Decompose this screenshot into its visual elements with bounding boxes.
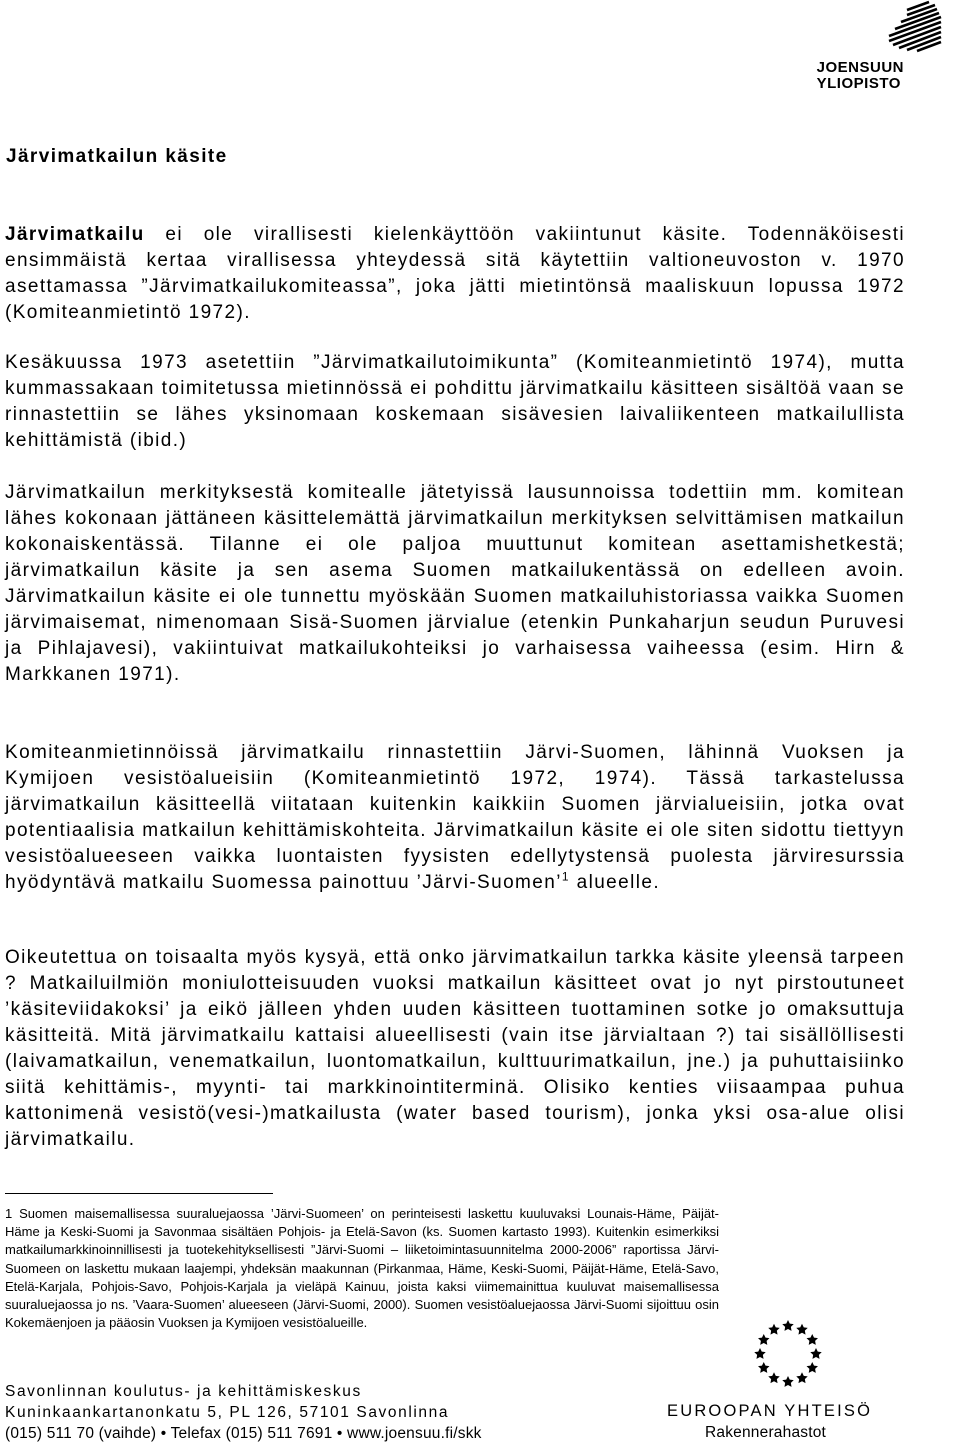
eu-fund: Rakennerahastot bbox=[705, 1424, 827, 1441]
eu-name: EUROOPAN YHTEISÖ bbox=[667, 1402, 873, 1420]
document-title: Järvimatkailun käsite bbox=[6, 146, 228, 167]
footer-org: Savonlinnan koulutus- ja kehittämiskeskus bbox=[5, 1383, 362, 1400]
paragraph-4-end: alueelle. bbox=[569, 872, 660, 893]
paragraph-5: Oikeutettua on toisaalta myös kysyä, että onko järvimatkailun tarkka käsite yleensä tarpeen ? Matkailuilmiön moniulotteisuuden vuoksi matkailun käsitteet ovat jo nyt pirstoutuneet ’käsiteviidakoksi’ ja eikö jälleen yhden uuden käsitteen tuottaminen sotke jo omaksuttuja käsitteitä. Mitä järvimatkailu kattaisi alueellisesti (vain itse järvialtaan ?) tai sisällöllisesti (laivamatkailun, venematkailun, luontomatkailun, kulttuurimatkailun, jne.) ja puhuttaisiinko siitä kehittämis-, myynti- tai markkinointiterminä. Olisiko kenties viisaampaa puhua kattonimenä vesistö(vesi-)matkailusta (water based tourism), jonka yksi osa-alue olisi järvimatkailu. bbox=[5, 947, 905, 1150]
paragraph-1-text: ei ole virallisesti kielenkäyttöön vakiintunut käsite. Todennäköisesti ensimmäistä kertaa virallisessa yhteydessä sitä käytettiin valtioneuvoston v. 1970 asettamassa ”Järvimatkailukomiteassa”, joka jätti mietintönsä maaliskuun lopussa 1972 (Komiteanmietintö 1972). bbox=[5, 224, 905, 323]
paragraph-1 bbox=[5, 222, 905, 326]
paragraph-3: Järvimatkailun merkityksestä komitealle jätetyissä lausunnoissa todettiin mm. komitean lähes kokonaan jättäneen käsittelemättä järvimatkailun merkityksen selvittämisen matkailun kokonaiskentässä. Tilanne ei ole paljoa muuttunut komitean asettamishetkestä; järvimatkailun käsite ja sen asema Suomen matkailukentässä on edelleen avoin. Järvimatkailun käsite ei ole tunnettu myöskään Suomen matkailuhistoriassa vaikka Suomen järvimaisemat, nimenomaan Sisä-Suomen järvialue (etenkin Punkaharjun seudun Puruvesi ja Pihlajavesi), vakiintuivat matkailukohteiksi jo varhaisessa vaiheessa (esim. Hirn & Markkanen 1971). bbox=[5, 482, 905, 685]
logo-line-2: YLIOPISTO bbox=[816, 75, 901, 92]
footnote-1: 1 Suomen maisemallisessa suuraluejaossa ’Järvi-Suomeen’ on perinteisesti laskettu kuuluvaksi Lounais-Häme, Päijät-Häme ja Keski-Suomi ja Savonmaa sisältäen Pohjois- ja Etelä-Savon (ks. Suomen kartasto 1993). Kuitenkin esimerkiksi matkailumarkkinoinnillisesti ja tuotekehityksellisesti ”Järvi-Suomi – liiketoimintasuunnitelma 2000-2006” raportissa Järvi-Suomeen on laskettu mukaan laajempi, yhdeksän maakunnan (Pirkanmaa, Häme, Keski-Suomi, Päijät-Häme, Etelä-Savo, Etelä-Karjala, Pohjois-Savo, Pohjois-Karjala ja vieläpä Kainuu, joista kaksi viimemainittua kuuluvat maisemallisessa suuraluejaossa jo ns. ’Vaara-Suomen’ alueeseen (Järvi-Suomi, 2000). Suomen vesistöaluejaossa Järvi-Suomi sijoittuu osin Kokemäenjoen ja pääosin Vuoksen ja Kymijoen vesistöalueille. bbox=[5, 1206, 719, 1331]
paragraph-4-text: Komiteanmietinnöissä järvimatkailu rinnastettiin Järvi-Suomen, lähinnä Vuoksen ja Kymijoen vesistöalueisiin (Komiteanmietintö 1972, 1974). Tässä tarkastelussa järvimatkailun käsitteellä viitataan kuitenkin kaikkiin Suomen järvialueisiin, jotka ovat potentiaalisia matkailun kehittämiskohteita. Järvimatkailun käsite ei ole siten sidottu tiettyyn vesistöalueeseen vaikka luontaisten fyysisten edellytystensä puolesta järviresurssia hyödyntävä matkailu Suomessa painottuu ’Järvi-Suomen’ bbox=[5, 742, 905, 893]
paragraph-1-term: Järvimatkailu bbox=[5, 224, 145, 245]
footer-contact-block bbox=[5, 1381, 482, 1444]
paragraph-2: Kesäkuussa 1973 asetettiin ”Järvimatkailutoimikunta” (Komiteanmietintö 1974), mutta kummassakaan toimitetussa mietinnössä ei pohdittu järvimatkailu käsitteen sisältöä vaan se rinnastettiin se lähes yksinomaan koskemaan sisävesien laivaliikenteen matkailullista kehittämistä (ibid.) bbox=[5, 352, 905, 451]
logo-line-1: JOENSUUN bbox=[816, 59, 904, 76]
eu-emblem bbox=[667, 1318, 920, 1445]
eu-stars-icon bbox=[752, 1318, 824, 1390]
footer-contact: (015) 511 70 (vaihde) • Telefax (015) 511 7691 • www.joensuu.fi/skk bbox=[5, 1425, 482, 1442]
footer-address: Kuninkaankartanonkatu 5, PL 126, 57101 Savonlinna bbox=[5, 1404, 450, 1421]
paragraph-4 bbox=[5, 740, 905, 896]
logo-hatch-icon bbox=[867, 0, 942, 62]
footnote-reference[interactable]: 1 bbox=[561, 869, 570, 884]
university-logo bbox=[792, 0, 942, 100]
footnote-divider bbox=[5, 1193, 273, 1194]
